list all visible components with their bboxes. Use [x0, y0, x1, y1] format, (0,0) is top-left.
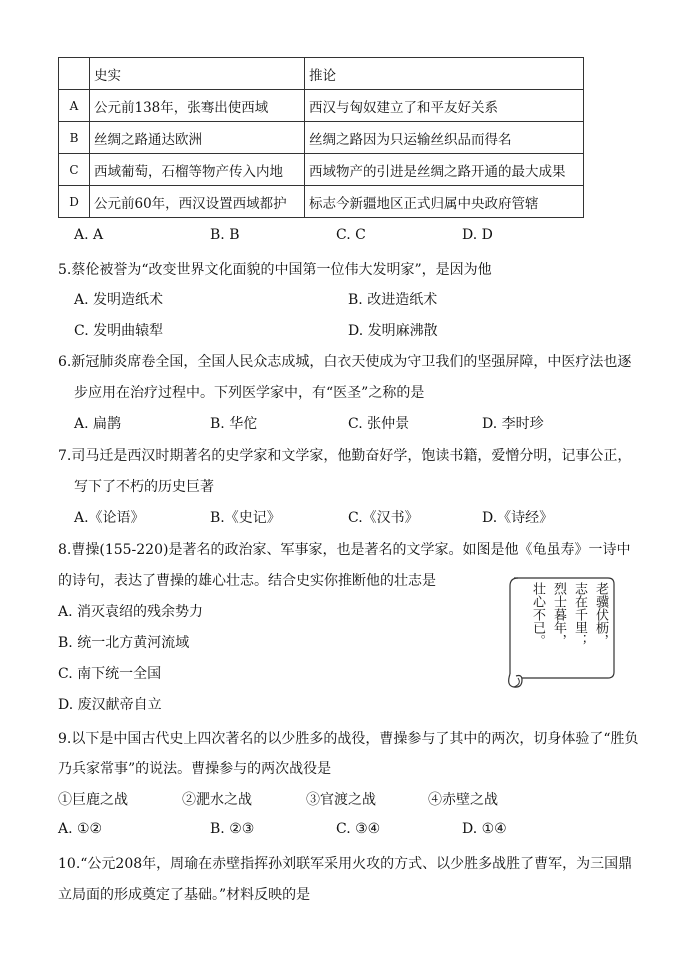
- row-inference: 标志今新疆地区正式归属中央政府管辖: [305, 186, 584, 218]
- q6-stem-line1: 6.新冠肺炎席卷全国，全国人民众志成城，白衣天使成为守卫我们的坚强屏障，中医疗法也逐: [58, 354, 632, 370]
- q8-stem-line1: 8.曹操(155-220)是著名的政治家、军事家，也是著名的文学家。如图是他《龟虽寿》一诗中: [58, 542, 631, 558]
- q8-option-b: B. 统一北方黄河流域: [58, 635, 190, 651]
- row-fact: 丝绸之路通达欧洲: [90, 122, 305, 154]
- q4-option-d: D. D: [462, 227, 493, 243]
- q9-stem-line2: 乃兵家常事”的说法。曹操参与的两次战役是: [58, 761, 332, 777]
- table-header-letter: [59, 58, 90, 90]
- q4-option-a: A. A: [74, 227, 104, 243]
- q4-option-c: C. C: [336, 227, 366, 243]
- table-header-row: [59, 58, 584, 90]
- row-letter: C: [59, 154, 90, 186]
- q6-option-b: B. 华佗: [210, 416, 258, 432]
- q6-option-c: C. 张仲景: [348, 416, 410, 432]
- row-letter: B: [59, 122, 90, 154]
- q5-option-d: D. 发明麻沸散: [348, 323, 438, 339]
- q9-item-1: ①巨鹿之战: [58, 792, 128, 808]
- row-letter: D: [59, 186, 90, 218]
- q10-stem-line1: 10.“公元208年，周瑜在赤壁指挥孙刘联军采用火攻的方式、以少胜多战胜了曹军，为三国鼎: [58, 856, 633, 872]
- q4-option-b: B. B: [210, 227, 240, 243]
- poem-line-4: 壮心不已。: [530, 582, 545, 647]
- q8-option-a: A. 消灭袁绍的残余势力: [58, 604, 204, 620]
- poem-line-3: 烈士暮年，: [551, 582, 566, 647]
- q5-option-c: C. 发明曲辕犁: [74, 323, 164, 339]
- row-fact: 公元前138年，张骞出使西域: [90, 90, 305, 122]
- row-inference: 丝绸之路因为只运输丝织品而得名: [305, 122, 584, 154]
- q9-stem-line1: 9.以下是中国古代史上四次著名的以少胜多的战役，曹操参与了其中的两次，切身体验了“胜负: [58, 731, 639, 747]
- q8-option-d: D. 废汉献帝自立: [58, 697, 162, 713]
- q7-stem-line1: 7.司马迁是西汉时期著名的史学家和文学家，他勤奋好学，饱读书籍，爱憎分明，记事公正，: [58, 448, 632, 464]
- q9-option-b: B. ②③: [210, 821, 255, 837]
- poem-scroll-illustration: [500, 574, 620, 692]
- poem-line-1: 老骥伏枥，: [593, 582, 608, 647]
- q5-option-b: B. 改进造纸术: [348, 292, 438, 308]
- q5-option-a: A. 发明造纸术: [74, 292, 164, 308]
- q7-option-d: D.《诗经》: [482, 510, 554, 526]
- q5-stem: 5.蔡伦被誉为“改变世界文化面貌的中国第一位伟大发明家”，是因为他: [58, 262, 492, 278]
- row-inference: 西域物产的引进是丝绸之路开通的最大成果: [305, 154, 584, 186]
- row-letter: A: [59, 90, 90, 122]
- q9-option-d: D. ①④: [462, 821, 507, 837]
- q9-item-3: ③官渡之战: [306, 792, 376, 808]
- q6-option-a: A. 扁鹊: [74, 416, 122, 432]
- q7-option-b: B.《史记》: [210, 510, 281, 526]
- table-header-fact: 史实: [90, 58, 305, 90]
- poem-line-2: 志在千里；: [572, 582, 587, 647]
- q6-stem-line2: 步应用在治疗过程中。下列医学家中，有“医圣”之称的是: [74, 385, 425, 401]
- q8-stem-line2: 的诗句，表达了曹操的雄心壮志。结合史实你推断他的壮志是: [58, 573, 436, 589]
- q9-item-2: ②淝水之战: [182, 792, 252, 808]
- q9-option-a: A. ①②: [58, 821, 103, 837]
- facts-inference-table: [58, 57, 584, 218]
- q8-option-c: C. 南下统一全国: [58, 666, 162, 682]
- q6-option-d: D. 李时珍: [482, 416, 544, 432]
- table-row: [59, 154, 584, 186]
- q7-stem-line2: 写下了不朽的历史巨著: [74, 479, 214, 495]
- q9-option-c: C. ③④: [336, 821, 381, 837]
- table-row: [59, 186, 584, 218]
- table-header-inference: 推论: [305, 58, 584, 90]
- q9-item-4: ④赤壁之战: [428, 792, 498, 808]
- q7-option-a: A.《论语》: [74, 510, 145, 526]
- row-inference: 西汉与匈奴建立了和平友好关系: [305, 90, 584, 122]
- row-fact: 公元前60年，西汉设置西域都护: [90, 186, 305, 218]
- table-row: [59, 90, 584, 122]
- row-fact: 西域葡萄，石榴等物产传入内地: [90, 154, 305, 186]
- q7-option-c: C.《汉书》: [348, 510, 419, 526]
- table-row: [59, 122, 584, 154]
- q10-stem-line2: 立局面的形成奠定了基础。”材料反映的是: [58, 887, 311, 903]
